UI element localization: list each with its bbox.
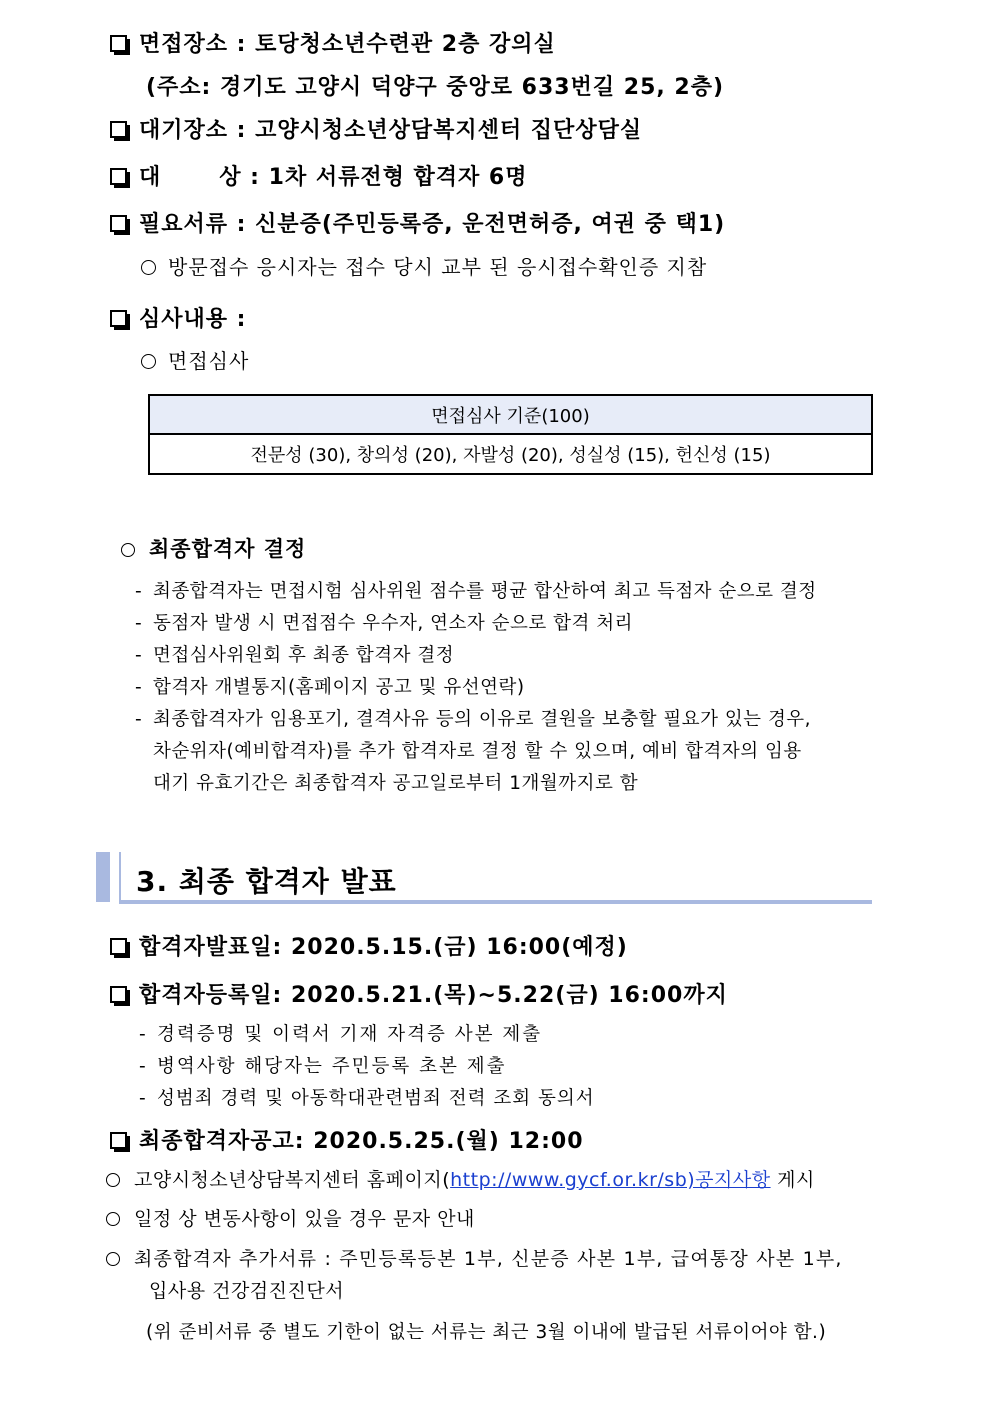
circle-bullet-icon <box>106 1212 120 1226</box>
footnote-text: (위 준비서류 중 별도 기한이 없는 서류는 최근 3월 이내에 발급된 서류이어야 함.) <box>146 1322 827 1343</box>
review-item <box>110 302 246 333</box>
extra-docs-item <box>106 1244 843 1271</box>
register-line-2: - 병역사항 해당자는 주민등록 초본 제출 <box>139 1056 507 1077</box>
announce-text: 합격자발표일: 2020.5.15.(금) 16:00(예정) <box>139 935 628 960</box>
criteria-row: 전문성 (30), 창의성 (20), 자발성 (20), 성실성 (15), 헌신성 (15) <box>149 434 872 474</box>
final-decision-heading <box>121 533 306 563</box>
homepage-link[interactable]: http://www.gycf.or.kr/sb)공지사항 <box>450 1169 771 1191</box>
section-underline <box>119 900 872 904</box>
criteria-table <box>148 394 873 475</box>
decision-line-7: 대기 유효기간은 최종합격자 공고일로부터 1개월까지로 함 <box>153 773 639 794</box>
decision-line-5: - 최종합격자가 임용포기, 결격사유 등의 이유로 결원을 보충할 필요가 있는 경우, <box>135 709 812 730</box>
checkbox-square-icon <box>110 35 127 52</box>
target-label-a: 대 <box>139 165 162 190</box>
decision-line-2: - 동점자 발생 시 면접점수 우수자, 연소자 순으로 합격 처리 <box>135 613 633 634</box>
register-text: 합격자등록일: 2020.5.21.(목)~5.22(금) 16:00까지 <box>139 983 728 1008</box>
decision-line-1: - 최종합격자는 면접시험 심사위원 점수를 평균 합산하여 최고 득점자 순으로 결정 <box>135 581 817 602</box>
checkbox-square-icon <box>110 215 127 232</box>
checkbox-square-icon <box>110 168 127 185</box>
venue-item <box>110 27 556 58</box>
checkbox-square-icon <box>110 121 127 138</box>
final-notice-text: 최종합격자공고: 2020.5.25.(월) 12:00 <box>139 1129 584 1154</box>
circle-bullet-icon <box>141 354 156 369</box>
checkbox-square-icon <box>110 310 127 327</box>
checkbox-square-icon <box>110 1132 127 1149</box>
review-sub-item <box>141 345 249 374</box>
homepage-post-text: 게시 <box>770 1169 815 1191</box>
final-notice-item <box>110 1124 584 1155</box>
venue-text: 면접장소 : 토당청소년수련관 2층 강의실 <box>139 32 556 57</box>
review-sub-text: 면접심사 <box>168 349 250 373</box>
docs-note-text: 방문접수 응시자는 접수 당시 교부 된 응시접수확인증 지참 <box>168 255 708 279</box>
homepage-pre-text: 고양시청소년상담복지센터 홈페이지( <box>134 1169 451 1191</box>
docs-item <box>110 207 725 238</box>
section-bar-decoration <box>96 852 110 902</box>
extra-docs-text-2: 입사용 건강검진진단서 <box>149 1280 345 1302</box>
schedule-note-text: 일정 상 변동사항이 있을 경우 문자 안내 <box>134 1208 475 1230</box>
circle-bullet-icon <box>106 1173 120 1187</box>
review-text: 심사내용 : <box>139 307 247 332</box>
circle-bullet-icon <box>106 1252 120 1266</box>
decision-line-3: - 면접심사위원회 후 최종 합격자 결정 <box>135 645 455 666</box>
docs-text: 필요서류 : 신분증(주민등록증, 운전면허증, 여권 중 택1) <box>139 212 726 237</box>
schedule-note-item <box>106 1204 475 1231</box>
decision-line-6: 차순위자(예비합격자)를 추가 합격자로 결정 할 수 있으며, 예비 합격자의 임용 <box>153 741 802 762</box>
waiting-item <box>110 113 642 144</box>
decision-line-4: - 합격자 개별통지(홈페이지 공고 및 유선연락) <box>135 677 525 698</box>
register-line-3: - 성범죄 경력 및 아동학대관련범죄 전력 조회 동의서 <box>139 1088 595 1109</box>
extra-docs-text-1: 최종합격자 추가서류 : 주민등록등본 1부, 신분증 사본 1부, 급여통장 사본 1부, <box>134 1248 843 1270</box>
target-item <box>110 160 528 191</box>
register-item <box>110 978 728 1009</box>
checkbox-square-icon <box>110 986 127 1003</box>
docs-note-item <box>141 251 707 280</box>
announce-item <box>110 930 628 961</box>
waiting-text: 대기장소 : 고양시청소년상담복지센터 집단상담실 <box>139 118 643 143</box>
criteria-header: 면접심사 기준(100) <box>149 395 872 434</box>
homepage-item <box>106 1165 815 1192</box>
circle-bullet-icon <box>121 543 135 557</box>
section-vertical-line <box>119 852 121 902</box>
register-line-1: - 경력증명 및 이력서 기재 자격증 사본 제출 <box>139 1024 543 1045</box>
section3-title: 3. 최종 합격자 발표 <box>136 865 397 898</box>
final-decision-title: 최종합격자 결정 <box>149 537 307 561</box>
target-text: 상 : 1차 서류전형 합격자 6명 <box>219 165 528 190</box>
address-text: (주소: 경기도 고양시 덕양구 중앙로 633번길 25, 2층) <box>146 75 725 100</box>
checkbox-square-icon <box>110 938 127 955</box>
circle-bullet-icon <box>141 260 156 275</box>
